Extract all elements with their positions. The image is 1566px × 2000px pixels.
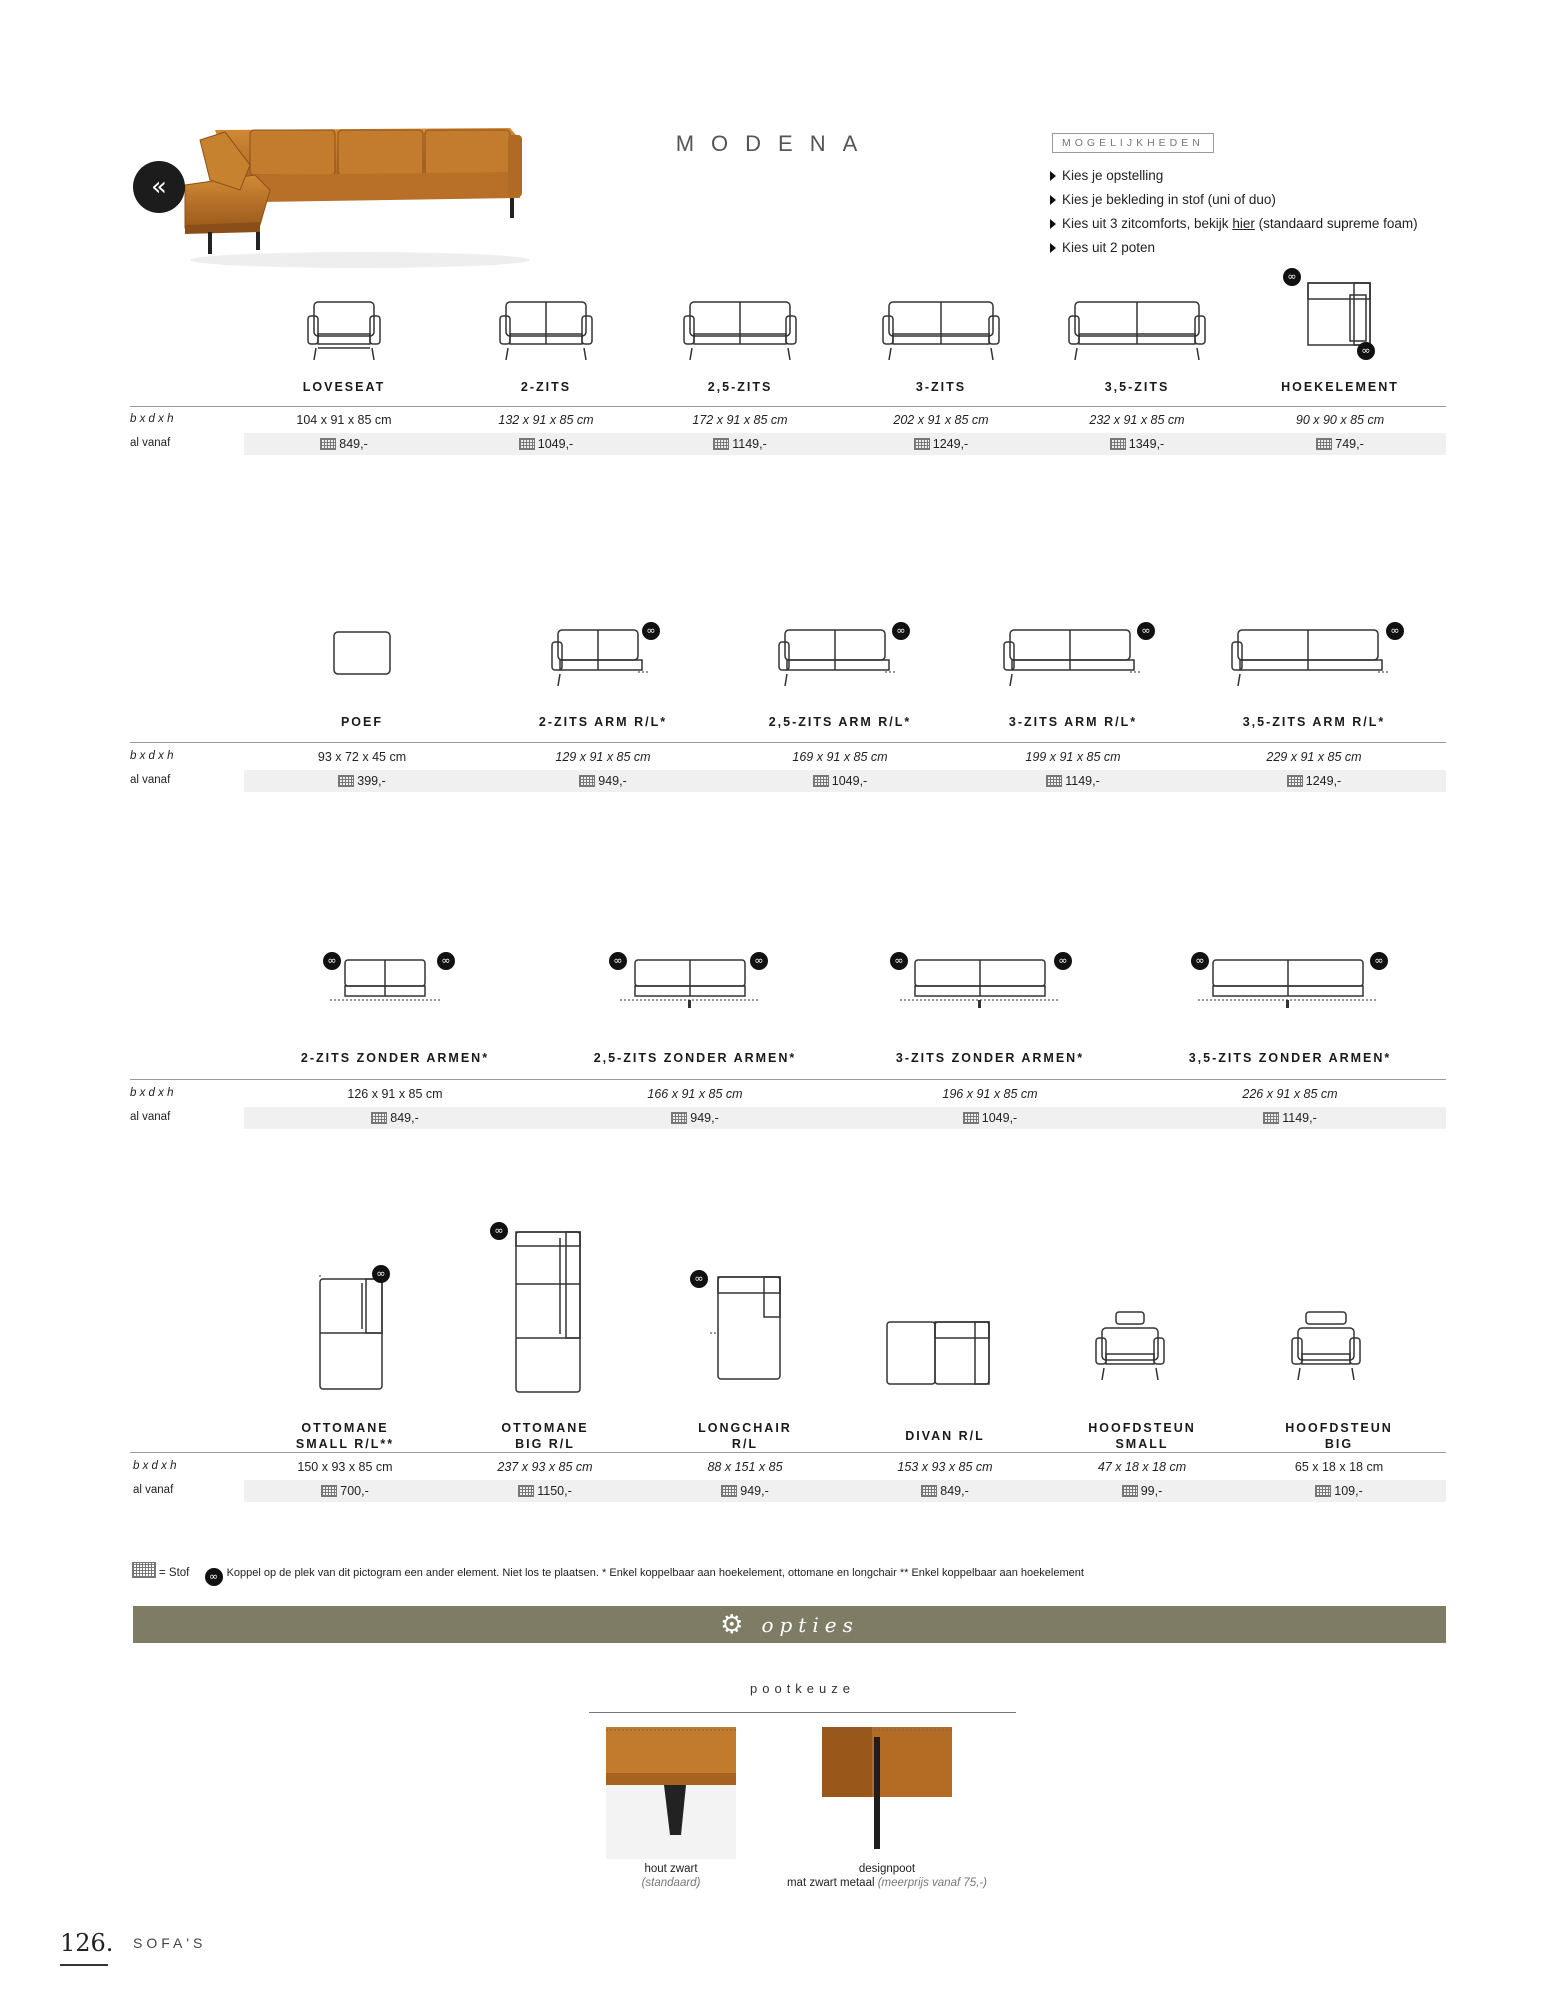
product-dims: 199 x 91 x 85 cm [1025, 750, 1121, 764]
product-price: 1150,- [465, 1484, 625, 1498]
product-name: 2-ZITS [520, 380, 572, 394]
product-name: 3-ZITS ARM R/L* [1008, 715, 1138, 729]
link-icon: ∞ [1370, 952, 1388, 970]
product-price: 1249,- [861, 437, 1021, 451]
divider [130, 742, 1446, 743]
product-dims: 153 x 93 x 85 cm [897, 1460, 993, 1474]
headrest-big-drawing [1286, 1310, 1366, 1390]
product-dims: 90 x 90 x 85 cm [1295, 413, 1385, 427]
product-name: 3,5-ZITS ARM R/L* [1242, 715, 1386, 729]
fabric-icon [321, 1485, 337, 1497]
option-item: Kies uit 2 poten [1050, 236, 1418, 260]
two-half-seater-armless-drawing [620, 958, 760, 1020]
product-dims: 65 x 18 x 18 cm [1294, 1460, 1384, 1474]
product-dims: 88 x 151 x 85 [707, 1460, 783, 1474]
dims-label: b x d x h [133, 1460, 177, 1472]
product-dims: 172 x 91 x 85 cm [692, 413, 788, 427]
legend-fabric: = Stof [159, 1567, 190, 1579]
dims-label: b x d x h [130, 750, 174, 762]
two-half-seater-drawing [680, 300, 800, 362]
product-name: POEF [340, 715, 384, 729]
comfort-link[interactable]: hier [1232, 216, 1255, 231]
product-dims: 237 x 93 x 85 cm [497, 1460, 593, 1474]
product-price: 949,- [665, 1484, 825, 1498]
product-price: 1049,- [910, 1111, 1070, 1125]
product-price: 1149,- [993, 774, 1153, 788]
product-price: 1349,- [1057, 437, 1217, 451]
legend [132, 1562, 1084, 1586]
longchair-drawing [710, 1273, 790, 1383]
leg-design-metal-image [822, 1727, 952, 1859]
fabric-icon [519, 438, 535, 450]
price-label: al vanaf [130, 774, 171, 786]
fabric-icon [1287, 775, 1303, 787]
dims-label: b x d x h [130, 413, 174, 425]
fabric-icon [579, 775, 595, 787]
product-dims: 93 x 72 x 45 cm [317, 750, 407, 764]
product-name: OTTOMANE SMALL R/L** [295, 1421, 395, 1451]
footer-divider [60, 1964, 108, 1966]
product-price: 1049,- [760, 774, 920, 788]
product-price: 1149,- [660, 437, 820, 451]
dims-label: b x d x h [130, 1087, 174, 1099]
product-dims: 226 x 91 x 85 cm [1242, 1087, 1338, 1101]
divan-drawing [883, 1318, 993, 1388]
fabric-icon [963, 1112, 979, 1124]
fabric-icon [338, 775, 354, 787]
two-seater-drawing [496, 300, 596, 362]
option-item: Kies je opstelling [1050, 164, 1418, 188]
product-dims: 47 x 18 x 18 cm [1097, 1460, 1187, 1474]
link-icon: ∞ [1283, 268, 1301, 286]
product-name: 2,5-ZITS [707, 380, 773, 394]
price-label: al vanaf [133, 1484, 174, 1496]
product-price: 1249,- [1234, 774, 1394, 788]
product-price: 849,- [264, 437, 424, 451]
product-name: HOOFDSTEUN BIG [1285, 1421, 1393, 1451]
page-title: MODENA [675, 131, 875, 156]
hero-sofa-image [180, 120, 535, 270]
headrest-small-drawing [1090, 1310, 1170, 1390]
fabric-icon [320, 438, 336, 450]
fabric-icon [721, 1485, 737, 1497]
two-seater-arm-drawing [548, 628, 648, 690]
link-icon: ∞ [1191, 952, 1209, 970]
fabric-icon [1315, 1485, 1331, 1497]
triangle-bullet-icon [1050, 243, 1056, 253]
product-name: 2,5-ZITS ARM R/L* [768, 715, 912, 729]
options-heading: MOGELIJKHEDEN [1052, 133, 1214, 153]
options-bar [133, 1606, 1446, 1643]
link-icon: ∞ [372, 1265, 390, 1283]
divider [130, 406, 1446, 407]
product-name: 2-ZITS ZONDER ARMEN* [300, 1051, 490, 1065]
gear-icon: ⚙ [720, 1609, 744, 1640]
link-icon: ∞ [1137, 622, 1155, 640]
product-name: 3,5-ZITS ZONDER ARMEN* [1188, 1051, 1392, 1065]
product-dims: 166 x 91 x 85 cm [647, 1087, 743, 1101]
product-dims: 150 x 93 x 85 cm [297, 1460, 393, 1474]
leg-wood-black-image [606, 1727, 736, 1859]
options-list [1050, 164, 1418, 260]
product-price: 749,- [1260, 437, 1420, 451]
product-name: 2,5-ZITS ZONDER ARMEN* [593, 1051, 797, 1065]
options-bar-label: opties [761, 1612, 859, 1637]
ottoman-big-drawing [508, 1228, 588, 1396]
three-seater-arm-drawing [1000, 628, 1140, 690]
price-label: al vanaf [130, 437, 171, 449]
fabric-icon [518, 1485, 534, 1497]
link-icon: ∞ [642, 622, 660, 640]
product-price: 949,- [615, 1111, 775, 1125]
fabric-icon [1316, 438, 1332, 450]
product-price: 109,- [1259, 1484, 1419, 1498]
leg-choice-title: pootkeuze [750, 1681, 855, 1696]
fabric-icon [371, 1112, 387, 1124]
divider [130, 1079, 1446, 1080]
three-seater-drawing [879, 300, 1003, 362]
link-icon: ∞ [750, 952, 768, 970]
page-number: 126. [60, 1929, 114, 1957]
three-half-seater-drawing [1065, 300, 1209, 362]
link-icon: ∞ [205, 1568, 223, 1586]
product-dims: 196 x 91 x 85 cm [942, 1087, 1038, 1101]
link-icon: ∞ [1386, 622, 1404, 640]
pouf-drawing [330, 628, 394, 678]
product-name: LOVESEAT [302, 380, 386, 394]
product-price: 849,- [865, 1484, 1025, 1498]
leg-wood-caption: hout zwart (standaard) [641, 1863, 701, 1889]
three-half-seater-arm-drawing [1228, 628, 1388, 690]
triangle-bullet-icon [1050, 171, 1056, 181]
product-dims: 132 x 91 x 85 cm [498, 413, 594, 427]
fabric-icon [1110, 438, 1126, 450]
double-chevron-left-icon: « [151, 172, 167, 202]
fabric-icon [671, 1112, 687, 1124]
product-name: 3,5-ZITS [1104, 380, 1170, 394]
option-item: Kies uit 3 zitcomforts, bekijk hier (standaard supreme foam) [1050, 212, 1418, 236]
triangle-bullet-icon [1050, 219, 1056, 229]
link-icon: ∞ [1357, 342, 1375, 360]
divider [589, 1712, 1016, 1713]
ottoman-small-drawing [310, 1275, 390, 1395]
product-dims: 129 x 91 x 85 cm [555, 750, 651, 764]
price-label: al vanaf [130, 1111, 171, 1123]
fabric-icon [713, 438, 729, 450]
product-price: 949,- [523, 774, 683, 788]
three-seater-armless-drawing [900, 958, 1060, 1020]
product-name: LONGCHAIR R/L [698, 1421, 792, 1451]
divider [130, 1452, 1446, 1453]
link-icon: ∞ [609, 952, 627, 970]
fabric-icon [914, 438, 930, 450]
link-icon: ∞ [490, 1222, 508, 1240]
link-icon: ∞ [1054, 952, 1072, 970]
option-item: Kies je bekleding in stof (uni of duo) [1050, 188, 1418, 212]
fabric-icon [1263, 1112, 1279, 1124]
loveseat-drawing [304, 300, 384, 362]
fabric-icon [921, 1485, 937, 1497]
fabric-icon [813, 775, 829, 787]
product-price: 1049,- [466, 437, 626, 451]
product-dims: 104 x 91 x 85 cm [296, 413, 392, 427]
link-icon: ∞ [437, 952, 455, 970]
product-name: HOOFDSTEUN SMALL [1088, 1421, 1196, 1451]
product-name: DIVAN R/L [905, 1429, 985, 1443]
fabric-icon [132, 1562, 156, 1578]
product-name: 2-ZITS ARM R/L* [538, 715, 668, 729]
product-price: 99,- [1062, 1484, 1222, 1498]
product-price: 700,- [265, 1484, 425, 1498]
product-dims: 202 x 91 x 85 cm [893, 413, 989, 427]
product-name: HOEKELEMENT [1281, 380, 1399, 394]
fabric-icon [1046, 775, 1062, 787]
product-price: 399,- [282, 774, 442, 788]
product-price: 849,- [315, 1111, 475, 1125]
leg-design-caption: designpoot mat zwart metaal (meerprijs vanaf 75,-) [786, 1863, 988, 1889]
section-name: SOFA'S [133, 1935, 207, 1951]
two-seater-armless-drawing [330, 958, 440, 1012]
three-half-seater-armless-drawing [1198, 958, 1378, 1020]
link-icon: ∞ [690, 1270, 708, 1288]
product-dims: 229 x 91 x 85 cm [1266, 750, 1362, 764]
back-button[interactable] [133, 161, 185, 213]
product-dims: 169 x 91 x 85 cm [792, 750, 888, 764]
link-icon: ∞ [892, 622, 910, 640]
product-dims: 232 x 91 x 85 cm [1089, 413, 1185, 427]
product-dims: 126 x 91 x 85 cm [347, 1087, 443, 1101]
product-name: OTTOMANE BIG R/L [501, 1421, 589, 1451]
two-half-seater-arm-drawing [775, 628, 895, 690]
product-name: 3-ZITS ZONDER ARMEN* [895, 1051, 1085, 1065]
product-price: 1149,- [1210, 1111, 1370, 1125]
legend-text: Koppel op de plek van dit pictogram een ander element. Niet los te plaatsen. * Enkel koppelbaar aan hoekelement, ottomane en longchair ** Enkel koppelbaar aan hoekelement [226, 1567, 1084, 1579]
fabric-icon [1122, 1485, 1138, 1497]
triangle-bullet-icon [1050, 195, 1056, 205]
link-icon: ∞ [323, 952, 341, 970]
product-name: 3-ZITS [915, 380, 967, 394]
link-icon: ∞ [890, 952, 908, 970]
